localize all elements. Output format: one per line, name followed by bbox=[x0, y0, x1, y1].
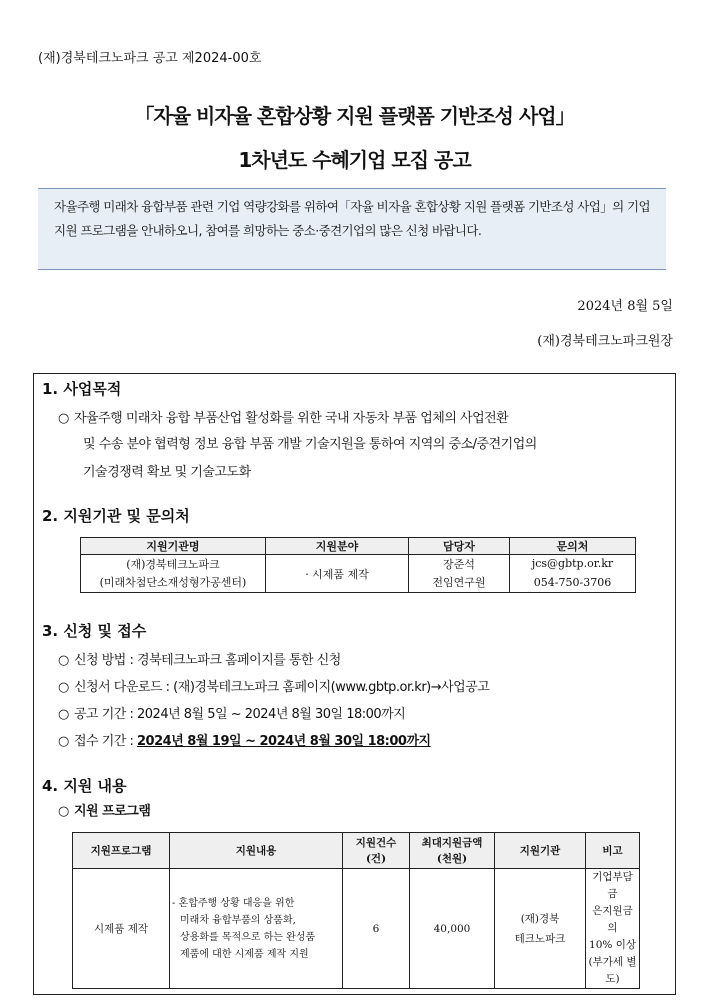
program-table bbox=[72, 832, 640, 989]
contact-title: 전임연구원 bbox=[409, 573, 510, 593]
program-name: 시제품 제작 bbox=[73, 869, 170, 989]
org-line1: (재)경북테크노파크 bbox=[81, 555, 266, 573]
remark: 기업부담금 은지원금의 10% 이상 (부가세 별도) bbox=[586, 869, 640, 989]
section4-sub bbox=[58, 801, 150, 823]
contact-phone: 054-750-3706 bbox=[510, 573, 636, 593]
section3-list bbox=[58, 647, 670, 755]
support-agency: (재)경북 테크노파크 bbox=[495, 869, 586, 989]
contact-email[interactable]: jcs@gbtp.or.kr bbox=[510, 555, 636, 573]
col-header: 문의처 bbox=[510, 538, 636, 555]
contact-table bbox=[80, 537, 636, 593]
form-download: 신청서 다운로드 : (재)경북테크노파크 홈페이지(www.gbtp.or.kr)→사업공고 bbox=[74, 680, 490, 695]
bullet-circle-icon: ○ bbox=[58, 653, 69, 668]
program-content: - 혼합주행 상황 대응을 위한 미래차 융합부품의 상품화, 상용화를 목적으로 하는 완성품 제품에 대한 시제품 제작 지원 bbox=[170, 869, 343, 989]
section1-line3: 기술경쟁력 확보 및 기술고도화 bbox=[83, 465, 251, 480]
receipt-period: 2024년 8월 19일 ~ 2024년 8월 30일 18:00까지 bbox=[137, 734, 431, 749]
support-field: · 시제품 제작 bbox=[266, 555, 409, 593]
section4-title: 4. 지원 내용 bbox=[42, 777, 127, 795]
col-header: 담당자 bbox=[409, 538, 510, 555]
section1-line1: 자율주행 미래차 융합 부품산업 활성화를 위한 국내 자동차 부품 업체의 사업전환 bbox=[74, 411, 509, 426]
col-header: 지원건수 (건) bbox=[343, 833, 410, 869]
bullet-circle-icon: ○ bbox=[58, 734, 69, 749]
col-header: 지원기관 bbox=[495, 833, 586, 869]
col-header: 지원분야 bbox=[266, 538, 409, 555]
page-title: 「자율 비자율 혼합상황 지원 플랫폼 기반조성 사업」 bbox=[134, 104, 575, 128]
section2-title: 2. 지원기관 및 문의처 bbox=[42, 507, 190, 525]
contact-name: 장준석 bbox=[409, 555, 510, 573]
intro-box bbox=[38, 188, 666, 270]
bullet-circle-icon: ○ bbox=[58, 411, 69, 426]
apply-method: 신청 방법 : 경북테크노파크 홈페이지를 통한 신청 bbox=[74, 653, 341, 668]
section1-title: 1. 사업목적 bbox=[42, 380, 122, 398]
col-header: 비고 bbox=[586, 833, 640, 869]
bullet-circle-icon: ○ bbox=[58, 707, 69, 722]
page-subtitle: 1차년도 수혜기업 모집 공고 bbox=[238, 148, 471, 172]
section3-title: 3. 신청 및 접수 bbox=[42, 622, 147, 640]
issuer: (재)경북테크노파크원장 bbox=[537, 334, 673, 349]
max-amount: 40,000 bbox=[410, 869, 495, 989]
section1-bullet bbox=[58, 408, 670, 486]
support-count: 6 bbox=[343, 869, 410, 989]
notice-date: 2024년 8월 5일 bbox=[577, 299, 673, 314]
section1-line2: 및 수송 분야 협력형 정보 융합 부품 개발 기술지원을 통하여 지역의 중소/중견기업의 bbox=[83, 437, 537, 452]
col-header: 최대지원금액 (천원) bbox=[410, 833, 495, 869]
org-line2: (미래차첨단소재성형가공센터) bbox=[81, 573, 266, 593]
intro-text: 자율주행 미래차 융합부품 관련 기업 역량강화를 위하여「자율 비자율 혼합상황 지원 플랫폼 기반조성 사업」의 기업지원 프로그램을 안내하오니, 참여를 희망하는 중소·중견기업의 많은 신청 바랍니다. bbox=[54, 199, 650, 238]
bullet-circle-icon: ○ bbox=[58, 804, 69, 819]
col-header: 지원프로그램 bbox=[73, 833, 170, 869]
col-header: 지원내용 bbox=[170, 833, 343, 869]
col-header: 지원기관명 bbox=[81, 538, 266, 555]
notice-period: 공고 기간 : 2024년 8월 5일 ~ 2024년 8월 30일 18:00까지 bbox=[74, 707, 406, 722]
notice-number: (재)경북테크노파크 공고 제2024-00호 bbox=[38, 51, 262, 66]
receipt-label: 접수 기간 : bbox=[74, 734, 138, 749]
program-subtitle: 지원 프로그램 bbox=[74, 804, 151, 819]
bullet-circle-icon: ○ bbox=[58, 680, 69, 695]
